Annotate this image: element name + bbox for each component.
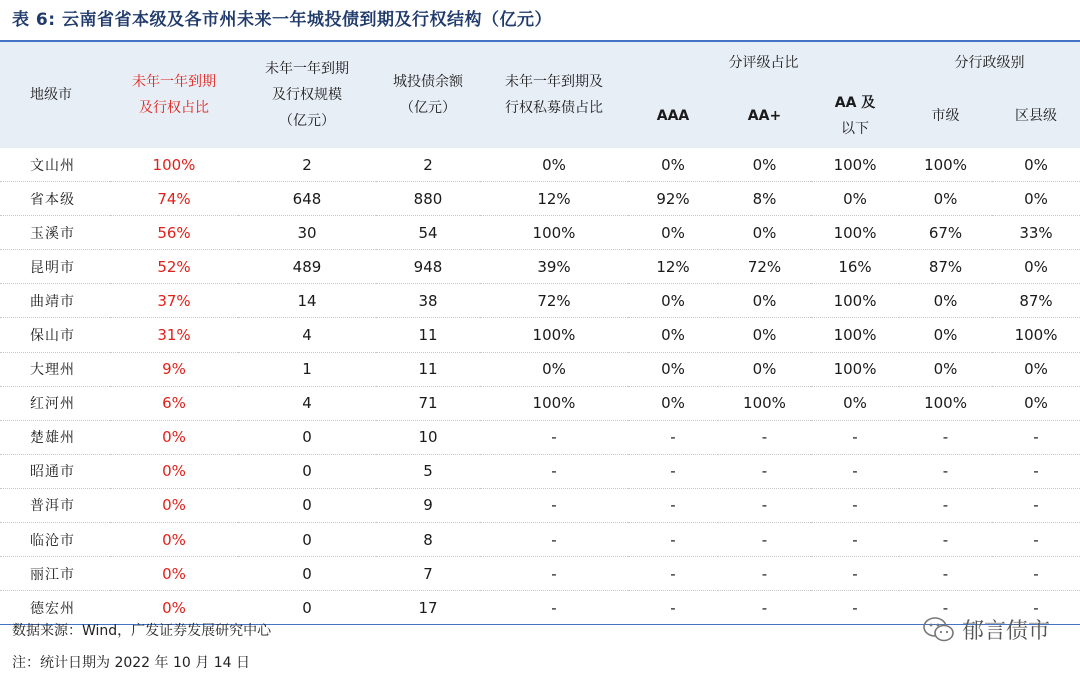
table-row [0, 420, 1080, 454]
value-cell: - [480, 557, 628, 591]
header-aaa: AAA [628, 84, 718, 148]
value-cell: 0% [480, 352, 628, 386]
city-cell: 玉溪市 [0, 216, 110, 250]
ratio-cell: 37% [110, 284, 238, 318]
value-cell: 87% [899, 250, 992, 284]
value-cell: - [628, 591, 718, 625]
value-cell: - [992, 420, 1080, 454]
value-cell: 39% [480, 250, 628, 284]
value-cell: 0% [718, 318, 811, 352]
city-cell: 保山市 [0, 318, 110, 352]
watermark-text: 郁言债市 [961, 619, 1050, 644]
value-cell: 8 [376, 523, 480, 557]
value-cell: 2 [238, 148, 376, 182]
value-cell: 100% [992, 318, 1080, 352]
value-cell: 67% [899, 216, 992, 250]
value-cell: 0% [718, 352, 811, 386]
value-cell: 0 [238, 420, 376, 454]
header-city-level: 市级 [899, 84, 992, 148]
ratio-cell: 0% [110, 488, 238, 522]
value-cell: 0% [628, 284, 718, 318]
value-cell: 100% [899, 148, 992, 182]
value-cell: 71 [376, 386, 480, 420]
value-cell: - [480, 454, 628, 488]
value-cell: 2 [376, 148, 480, 182]
value-cell: - [811, 591, 899, 625]
value-cell: 11 [376, 352, 480, 386]
value-cell: 8% [718, 182, 811, 216]
header-scale-line2: 及行权规模 [272, 87, 342, 103]
header-private-line2: 行权私募债占比 [505, 100, 603, 116]
table-row [0, 488, 1080, 522]
value-cell: 100% [899, 386, 992, 420]
value-cell: - [899, 557, 992, 591]
ratio-cell: 0% [110, 420, 238, 454]
value-cell: 4 [238, 318, 376, 352]
value-cell: 7 [376, 557, 480, 591]
value-cell: 489 [238, 250, 376, 284]
value-cell: - [811, 557, 899, 591]
city-cell: 普洱市 [0, 488, 110, 522]
value-cell: 0% [992, 352, 1080, 386]
header-private-line1: 未年一年到期及 [505, 74, 603, 90]
header-admin-group: 分行政级别 [899, 42, 1080, 84]
value-cell: - [899, 420, 992, 454]
header-aa-below-line2: 以下 [841, 121, 869, 137]
value-cell: - [811, 523, 899, 557]
city-cell: 楚雄州 [0, 420, 110, 454]
value-cell: 100% [811, 148, 899, 182]
value-cell: 948 [376, 250, 480, 284]
table-row [0, 148, 1080, 182]
value-cell: 0% [899, 352, 992, 386]
city-cell: 大理州 [0, 352, 110, 386]
header-ratio-line1: 未年一年到期 [132, 74, 216, 90]
value-cell: - [480, 523, 628, 557]
value-cell: 880 [376, 182, 480, 216]
value-cell: 72% [718, 250, 811, 284]
value-cell: - [718, 454, 811, 488]
value-cell: - [718, 488, 811, 522]
city-cell: 红河州 [0, 386, 110, 420]
value-cell: - [480, 488, 628, 522]
value-cell: - [628, 454, 718, 488]
value-cell: - [628, 488, 718, 522]
header-balance-line2: （亿元） [400, 100, 456, 116]
table-row [0, 557, 1080, 591]
value-cell: 0% [992, 148, 1080, 182]
ratio-cell: 56% [110, 216, 238, 250]
city-cell: 昆明市 [0, 250, 110, 284]
ratio-cell: 9% [110, 352, 238, 386]
city-cell: 省本级 [0, 182, 110, 216]
ratio-cell: 100% [110, 148, 238, 182]
value-cell: - [899, 523, 992, 557]
value-cell: - [992, 488, 1080, 522]
city-cell: 德宏州 [0, 591, 110, 625]
value-cell: - [480, 420, 628, 454]
value-cell: 0% [992, 386, 1080, 420]
value-cell: 648 [238, 182, 376, 216]
value-cell: 100% [811, 284, 899, 318]
value-cell: 0% [811, 182, 899, 216]
value-cell: - [811, 488, 899, 522]
value-cell: 87% [992, 284, 1080, 318]
value-cell: 0% [628, 318, 718, 352]
value-cell: 0% [811, 386, 899, 420]
value-cell: 33% [992, 216, 1080, 250]
table-title: 表 6: 云南省省本级及各市州未来一年城投债到期及行权结构（亿元） [12, 10, 552, 30]
value-cell: 12% [628, 250, 718, 284]
value-cell: 5 [376, 454, 480, 488]
header-scale-line3: （亿元） [279, 113, 335, 129]
table-header [0, 42, 1080, 148]
value-cell: 0% [899, 318, 992, 352]
header-city: 地级市 [0, 42, 110, 148]
value-cell: 0% [718, 216, 811, 250]
value-cell: - [899, 454, 992, 488]
ratio-cell: 31% [110, 318, 238, 352]
maturity-structure-table [0, 42, 1080, 625]
value-cell: 0 [238, 454, 376, 488]
header-county-level: 区县级 [992, 84, 1080, 148]
value-cell: 92% [628, 182, 718, 216]
table-row [0, 216, 1080, 250]
value-cell: 38 [376, 284, 480, 318]
value-cell: 12% [480, 182, 628, 216]
value-cell: - [718, 591, 811, 625]
value-cell: - [480, 591, 628, 625]
value-cell: 100% [811, 216, 899, 250]
city-cell: 曲靖市 [0, 284, 110, 318]
ratio-cell: 6% [110, 386, 238, 420]
value-cell: 0% [992, 182, 1080, 216]
value-cell: 0% [718, 148, 811, 182]
table-row [0, 250, 1080, 284]
value-cell: 0% [628, 352, 718, 386]
value-cell: 9 [376, 488, 480, 522]
value-cell: 0 [238, 591, 376, 625]
value-cell: - [992, 454, 1080, 488]
header-private [480, 42, 628, 148]
value-cell: 1 [238, 352, 376, 386]
value-cell: 17 [376, 591, 480, 625]
value-cell: - [899, 488, 992, 522]
value-cell: - [811, 454, 899, 488]
value-cell: - [992, 591, 1080, 625]
value-cell: - [718, 420, 811, 454]
city-cell: 丽江市 [0, 557, 110, 591]
header-ratio-line2: 及行权占比 [139, 100, 209, 116]
value-cell: 100% [480, 386, 628, 420]
header-scale [238, 42, 376, 148]
value-cell: 0 [238, 523, 376, 557]
value-cell: 0% [899, 182, 992, 216]
header-balance-line1: 城投债余额 [393, 74, 463, 90]
value-cell: - [718, 523, 811, 557]
value-cell: 0 [238, 488, 376, 522]
value-cell: 4 [238, 386, 376, 420]
table-row [0, 284, 1080, 318]
value-cell: - [992, 523, 1080, 557]
value-cell: 11 [376, 318, 480, 352]
watermark [922, 614, 1050, 645]
ratio-cell: 0% [110, 557, 238, 591]
header-balance [376, 42, 480, 148]
ratio-cell: 0% [110, 454, 238, 488]
header-aa-plus: AA+ [718, 84, 811, 148]
value-cell: 0% [480, 148, 628, 182]
table-row [0, 182, 1080, 216]
city-cell: 临沧市 [0, 523, 110, 557]
value-cell: 16% [811, 250, 899, 284]
value-cell: - [992, 557, 1080, 591]
value-cell: 54 [376, 216, 480, 250]
header-rating-group: 分评级占比 [628, 42, 899, 84]
ratio-cell: 0% [110, 523, 238, 557]
ratio-cell: 0% [110, 591, 238, 625]
value-cell: 10 [376, 420, 480, 454]
value-cell: 100% [480, 216, 628, 250]
table-row [0, 523, 1080, 557]
value-cell: 0 [238, 557, 376, 591]
value-cell: - [811, 420, 899, 454]
table-body [0, 148, 1080, 625]
value-cell: 0% [899, 284, 992, 318]
value-cell: - [628, 557, 718, 591]
header-ratio [110, 42, 238, 148]
ratio-cell: 52% [110, 250, 238, 284]
value-cell: 14 [238, 284, 376, 318]
wechat-icon [922, 616, 956, 644]
value-cell: 30 [238, 216, 376, 250]
value-cell: 0% [628, 148, 718, 182]
header-aa-below-line1: AA 及 [834, 95, 876, 111]
ratio-cell: 74% [110, 182, 238, 216]
city-cell: 昭通市 [0, 454, 110, 488]
value-cell: - [899, 591, 992, 625]
date-note: 注：统计日期为 2022 年 10 月 14 日 [12, 655, 250, 671]
value-cell: 100% [718, 386, 811, 420]
header-aa-below [811, 84, 899, 148]
value-cell: 0% [628, 386, 718, 420]
value-cell: - [628, 420, 718, 454]
header-scale-line1: 未年一年到期 [265, 61, 349, 77]
table-row [0, 352, 1080, 386]
table-row [0, 386, 1080, 420]
source-note: 数据来源：Wind，广发证券发展研究中心 [12, 623, 272, 639]
value-cell: - [718, 557, 811, 591]
table-row [0, 454, 1080, 488]
value-cell: - [628, 523, 718, 557]
value-cell: 0% [718, 284, 811, 318]
value-cell: 0% [628, 216, 718, 250]
value-cell: 100% [480, 318, 628, 352]
value-cell: 72% [480, 284, 628, 318]
value-cell: 100% [811, 352, 899, 386]
value-cell: 100% [811, 318, 899, 352]
city-cell: 文山州 [0, 148, 110, 182]
value-cell: 0% [992, 250, 1080, 284]
table-row [0, 318, 1080, 352]
